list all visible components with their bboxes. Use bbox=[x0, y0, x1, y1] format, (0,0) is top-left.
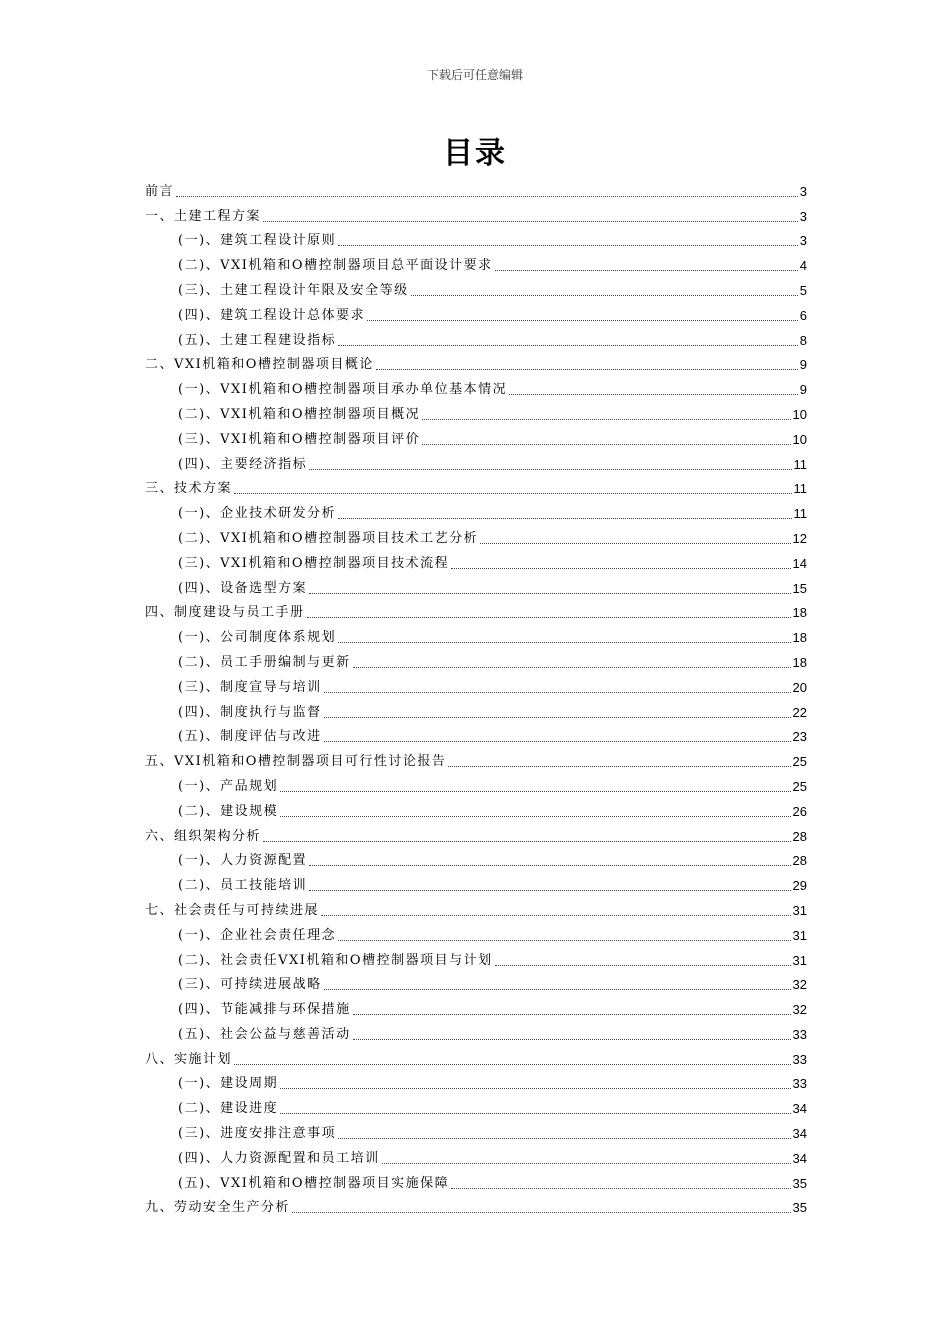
toc-entry-text: (四)、主要经济指标 bbox=[178, 456, 308, 472]
toc-entry[interactable] bbox=[145, 498, 807, 523]
toc-leader-dots bbox=[309, 592, 790, 594]
toc-entry-page-number: 32 bbox=[792, 1002, 807, 1018]
toc-entry-page-number: 25 bbox=[792, 754, 807, 770]
toc-entry-page-number: 34 bbox=[792, 1150, 807, 1166]
toc-leader-dots bbox=[324, 740, 791, 742]
toc-entry[interactable] bbox=[145, 1093, 807, 1118]
toc-entry-text: (五)、制度评估与改进 bbox=[178, 729, 322, 745]
toc-leader-dots bbox=[367, 319, 798, 321]
toc-entry-page-number: 26 bbox=[792, 803, 807, 819]
toc-entry[interactable] bbox=[145, 771, 807, 796]
table-of-contents bbox=[145, 176, 807, 1217]
toc-entry-page-number: 18 bbox=[792, 630, 807, 646]
toc-entry-page-number: 14 bbox=[792, 555, 807, 571]
toc-entry[interactable] bbox=[145, 176, 807, 201]
toc-entry[interactable] bbox=[145, 474, 807, 499]
toc-entry-text: (二)、VXI机箱和O槽控制器项目技术工艺分析 bbox=[178, 530, 479, 546]
toc-leader-dots bbox=[338, 344, 798, 346]
toc-leader-dots bbox=[353, 666, 791, 668]
toc-leader-dots bbox=[324, 691, 791, 693]
toc-entry-page-number: 3 bbox=[799, 183, 807, 199]
toc-leader-dots bbox=[495, 964, 791, 966]
toc-leader-dots bbox=[509, 393, 798, 395]
toc-entry-page-number: 33 bbox=[792, 1051, 807, 1067]
toc-leader-dots bbox=[338, 641, 790, 643]
toc-entry-page-number: 20 bbox=[792, 679, 807, 695]
toc-leader-dots bbox=[280, 1112, 790, 1114]
toc-entry[interactable] bbox=[145, 1118, 807, 1143]
toc-entry[interactable] bbox=[145, 1143, 807, 1168]
toc-entry-page-number: 31 bbox=[792, 902, 807, 918]
toc-entry-page-number: 9 bbox=[799, 357, 807, 373]
toc-entry[interactable] bbox=[145, 920, 807, 945]
toc-entry-page-number: 34 bbox=[792, 1126, 807, 1142]
toc-entry-page-number: 12 bbox=[792, 530, 807, 546]
toc-leader-dots bbox=[263, 220, 798, 222]
toc-entry[interactable] bbox=[145, 1044, 807, 1069]
toc-leader-dots bbox=[353, 1013, 791, 1015]
toc-leader-dots bbox=[382, 1162, 791, 1164]
toc-entry[interactable] bbox=[145, 1069, 807, 1094]
toc-entry[interactable] bbox=[145, 622, 807, 647]
toc-entry-text: (二)、VXI机箱和O槽控制器项目概况 bbox=[178, 406, 421, 422]
toc-entry-text: (三)、土建工程设计年限及安全等级 bbox=[178, 282, 409, 298]
toc-entry-page-number: 18 bbox=[792, 654, 807, 670]
toc-entry-page-number: 28 bbox=[792, 828, 807, 844]
toc-entry[interactable] bbox=[145, 250, 807, 275]
toc-entry-text: (五)、土建工程建设指标 bbox=[178, 332, 337, 348]
toc-entry-text: (四)、人力资源配置和员工培训 bbox=[178, 1150, 380, 1166]
toc-entry-text: 一、土建工程方案 bbox=[145, 208, 262, 224]
toc-entry-text: 四、制度建设与员工手册 bbox=[145, 605, 305, 621]
toc-entry-page-number: 35 bbox=[792, 1200, 807, 1216]
toc-entry[interactable] bbox=[145, 523, 807, 548]
toc-entry-page-number: 10 bbox=[792, 406, 807, 422]
toc-leader-dots bbox=[280, 815, 790, 817]
toc-entry-text: 二、VXI机箱和O槽控制器项目概论 bbox=[145, 357, 374, 373]
toc-leader-dots bbox=[176, 195, 798, 197]
toc-entry[interactable] bbox=[145, 201, 807, 226]
toc-entry-page-number: 32 bbox=[792, 977, 807, 993]
toc-entry[interactable] bbox=[145, 722, 807, 747]
toc-leader-dots bbox=[376, 368, 798, 370]
toc-entry-text: 前言 bbox=[145, 183, 175, 199]
toc-entry[interactable] bbox=[145, 647, 807, 672]
toc-entry[interactable] bbox=[145, 697, 807, 722]
toc-leader-dots bbox=[309, 864, 790, 866]
toc-leader-dots bbox=[280, 790, 790, 792]
toc-entry-page-number: 25 bbox=[792, 778, 807, 794]
toc-entry-text: 八、实施计划 bbox=[145, 1051, 233, 1067]
toc-entry[interactable] bbox=[145, 945, 807, 970]
toc-entry-text: (三)、VXI机箱和O槽控制器项目技术流程 bbox=[178, 555, 450, 571]
toc-entry-page-number: 34 bbox=[792, 1101, 807, 1117]
toc-leader-dots bbox=[411, 294, 798, 296]
page-header-note: 下载后可任意编辑 bbox=[426, 68, 523, 82]
toc-entry-page-number: 33 bbox=[792, 1076, 807, 1092]
toc-entry-text: (一)、建设周期 bbox=[178, 1076, 279, 1092]
toc-leader-dots bbox=[338, 244, 798, 246]
toc-entry[interactable] bbox=[145, 895, 807, 920]
toc-entry[interactable] bbox=[145, 796, 807, 821]
toc-entry-text: (一)、人力资源配置 bbox=[178, 853, 308, 869]
toc-entry-page-number: 10 bbox=[792, 431, 807, 447]
toc-leader-dots bbox=[292, 1211, 791, 1213]
toc-entry-page-number: 23 bbox=[792, 729, 807, 745]
toc-entry-page-number: 31 bbox=[792, 952, 807, 968]
toc-leader-dots bbox=[234, 1063, 791, 1065]
toc-entry-text: 五、VXI机箱和O槽控制器项目可行性讨论报告 bbox=[145, 754, 447, 770]
toc-entry[interactable] bbox=[145, 846, 807, 871]
toc-entry-text: (三)、制度宣导与培训 bbox=[178, 679, 322, 695]
toc-entry[interactable] bbox=[145, 746, 807, 771]
toc-entry-page-number: 15 bbox=[792, 580, 807, 596]
toc-entry-text: 六、组织架构分析 bbox=[145, 828, 262, 844]
toc-entry[interactable] bbox=[145, 449, 807, 474]
toc-entry-page-number: 6 bbox=[799, 307, 807, 323]
toc-leader-dots bbox=[309, 889, 790, 891]
toc-entry[interactable] bbox=[145, 350, 807, 375]
toc-leader-dots bbox=[495, 269, 798, 271]
toc-entry-text: (三)、进度安排注意事项 bbox=[178, 1126, 337, 1142]
toc-entry-text: (二)、建设进度 bbox=[178, 1101, 279, 1117]
toc-leader-dots bbox=[280, 1087, 790, 1089]
toc-entry[interactable] bbox=[145, 1193, 807, 1218]
toc-entry-text: 九、劳动安全生产分析 bbox=[145, 1200, 291, 1216]
toc-entry-text: (三)、VXI机箱和O槽控制器项目评价 bbox=[178, 431, 421, 447]
toc-leader-dots bbox=[338, 517, 791, 519]
toc-leader-dots bbox=[480, 542, 790, 544]
toc-entry-text: (二)、建设规模 bbox=[178, 803, 279, 819]
toc-entry[interactable] bbox=[145, 598, 807, 623]
toc-entry-text: (四)、节能减排与环保措施 bbox=[178, 1002, 351, 1018]
toc-leader-dots bbox=[309, 468, 791, 470]
toc-entry-text: (二)、员工技能培训 bbox=[178, 878, 308, 894]
toc-entry-text: (四)、建筑工程设计总体要求 bbox=[178, 307, 366, 323]
toc-entry-text: (四)、制度执行与监督 bbox=[178, 704, 322, 720]
toc-entry[interactable] bbox=[145, 573, 807, 598]
toc-leader-dots bbox=[451, 567, 790, 569]
toc-entry-page-number: 11 bbox=[793, 506, 807, 522]
toc-entry[interactable] bbox=[145, 870, 807, 895]
toc-entry-page-number: 29 bbox=[792, 878, 807, 894]
toc-entry-page-number: 11 bbox=[793, 456, 807, 472]
toc-leader-dots bbox=[353, 1038, 791, 1040]
toc-entry-page-number: 22 bbox=[792, 704, 807, 720]
toc-leader-dots bbox=[321, 914, 791, 916]
toc-entry[interactable] bbox=[145, 325, 807, 350]
toc-entry-text: (二)、员工手册编制与更新 bbox=[178, 654, 351, 670]
toc-entry-text: (一)、产品规划 bbox=[178, 778, 279, 794]
toc-leader-dots bbox=[422, 443, 790, 445]
toc-entry-text: (二)、VXI机箱和O槽控制器项目总平面设计要求 bbox=[178, 258, 493, 274]
toc-entry-page-number: 28 bbox=[792, 853, 807, 869]
toc-entry-text: (二)、社会责任VXI机箱和O槽控制器项目与计划 bbox=[178, 952, 493, 968]
toc-entry-page-number: 3 bbox=[799, 233, 807, 249]
toc-entry-text: (五)、社会公益与慈善活动 bbox=[178, 1026, 351, 1042]
toc-entry-text: 三、技术方案 bbox=[145, 481, 233, 497]
toc-entry[interactable] bbox=[145, 424, 807, 449]
toc-entry-text: (一)、公司制度体系规划 bbox=[178, 630, 337, 646]
toc-leader-dots bbox=[234, 492, 791, 494]
toc-entry[interactable] bbox=[145, 374, 807, 399]
toc-entry-page-number: 9 bbox=[799, 382, 807, 398]
toc-entry[interactable] bbox=[145, 399, 807, 424]
toc-leader-dots bbox=[307, 616, 791, 618]
toc-leader-dots bbox=[324, 716, 791, 718]
toc-leader-dots bbox=[422, 418, 790, 420]
toc-leader-dots bbox=[338, 1137, 790, 1139]
toc-leader-dots bbox=[338, 939, 790, 941]
toc-entry[interactable] bbox=[145, 1168, 807, 1193]
toc-entry-text: (四)、设备选型方案 bbox=[178, 580, 308, 596]
toc-entry-text: 七、社会责任与可持续进展 bbox=[145, 902, 320, 918]
toc-title: 目录 bbox=[443, 136, 507, 171]
toc-leader-dots bbox=[263, 840, 791, 842]
toc-entry[interactable] bbox=[145, 672, 807, 697]
toc-entry-page-number: 18 bbox=[792, 605, 807, 621]
toc-entry-page-number: 4 bbox=[799, 258, 807, 274]
toc-entry[interactable] bbox=[145, 970, 807, 995]
toc-entry-page-number: 33 bbox=[792, 1026, 807, 1042]
toc-entry-page-number: 8 bbox=[799, 332, 807, 348]
toc-entry-page-number: 11 bbox=[793, 481, 807, 497]
toc-entry[interactable] bbox=[145, 548, 807, 573]
toc-entry-page-number: 31 bbox=[792, 927, 807, 943]
toc-entry[interactable] bbox=[145, 300, 807, 325]
toc-leader-dots bbox=[324, 988, 791, 990]
toc-entry-page-number: 3 bbox=[799, 208, 807, 224]
toc-entry[interactable] bbox=[145, 275, 807, 300]
toc-entry-text: (一)、企业技术研发分析 bbox=[178, 506, 337, 522]
toc-leader-dots bbox=[448, 765, 790, 767]
toc-entry-page-number: 5 bbox=[799, 282, 807, 298]
toc-entry[interactable] bbox=[145, 1019, 807, 1044]
toc-entry[interactable] bbox=[145, 821, 807, 846]
toc-leader-dots bbox=[451, 1187, 790, 1189]
toc-entry-text: (一)、建筑工程设计原则 bbox=[178, 233, 337, 249]
toc-entry-page-number: 35 bbox=[792, 1175, 807, 1191]
toc-entry-text: (一)、企业社会责任理念 bbox=[178, 927, 337, 943]
toc-entry-text: (五)、VXI机箱和O槽控制器项目实施保障 bbox=[178, 1175, 450, 1191]
toc-entry-text: (一)、VXI机箱和O槽控制器项目承办单位基本情况 bbox=[178, 382, 508, 398]
toc-entry-text: (三)、可持续进展战略 bbox=[178, 977, 322, 993]
toc-entry[interactable] bbox=[145, 994, 807, 1019]
toc-entry[interactable] bbox=[145, 226, 807, 251]
